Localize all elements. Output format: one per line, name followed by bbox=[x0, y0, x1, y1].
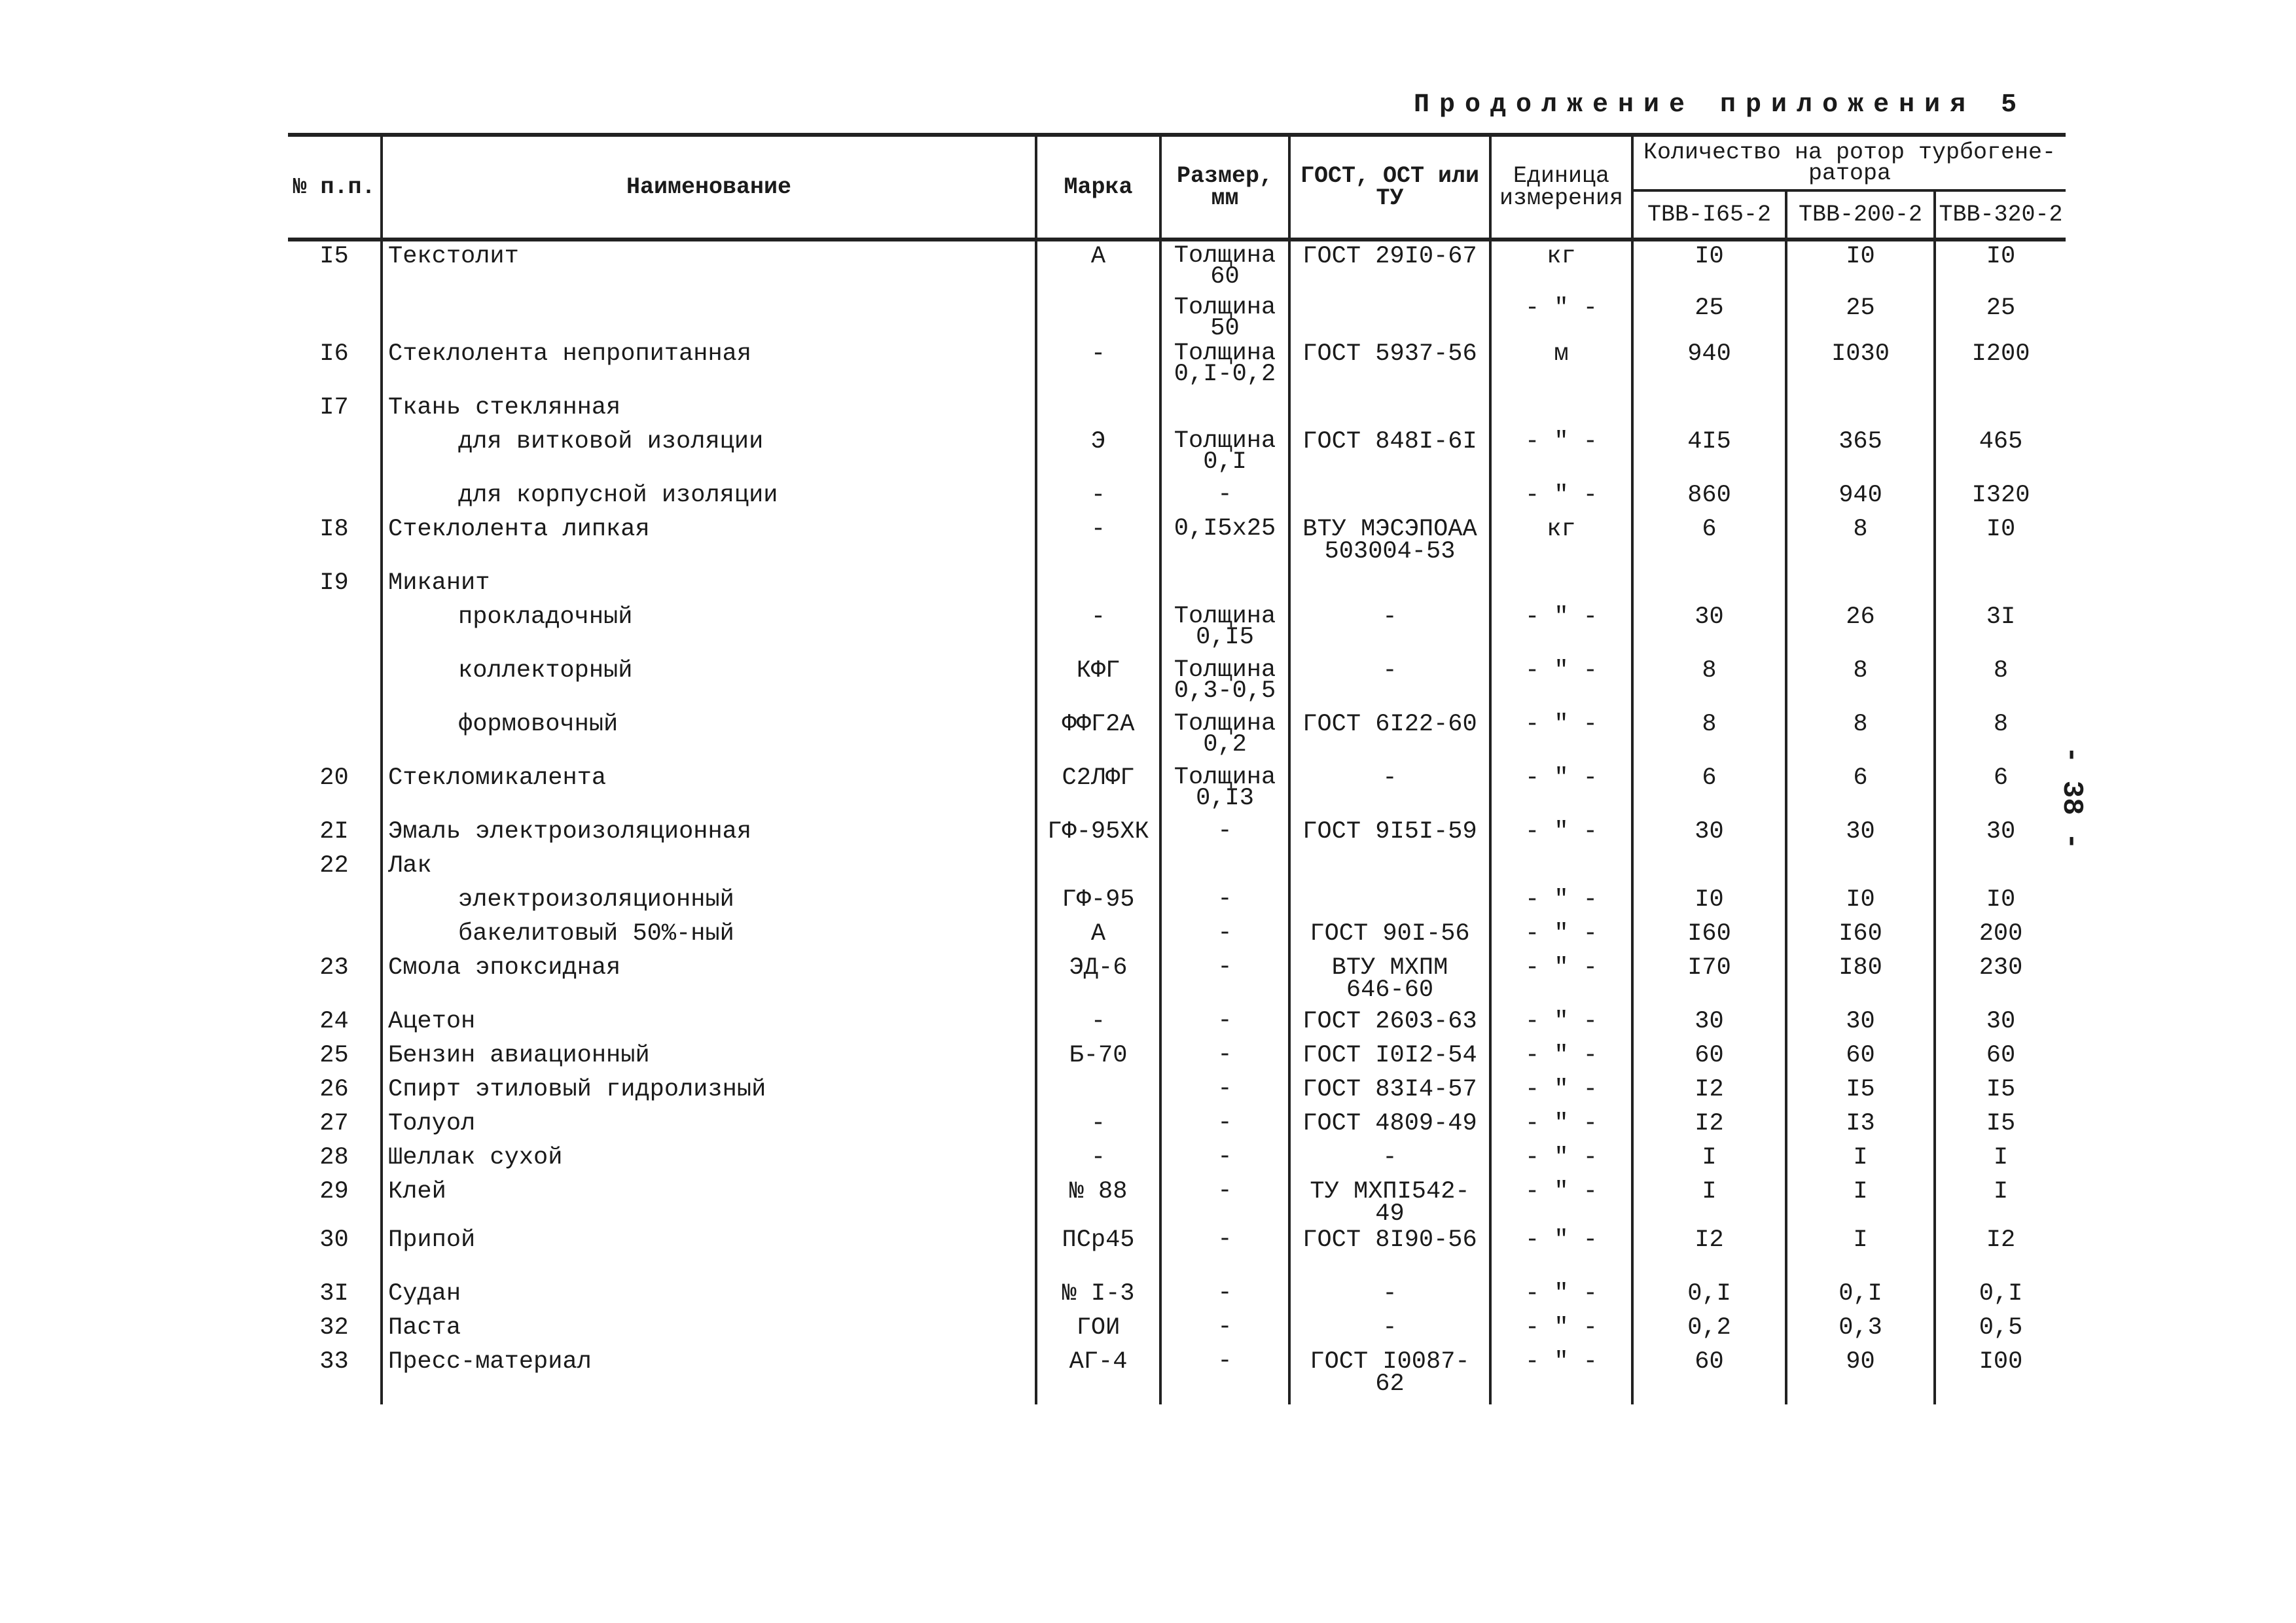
unit-cell: кг bbox=[1490, 514, 1632, 568]
gost-cell: ГОСТ 83I4-57 bbox=[1289, 1075, 1490, 1109]
unit-cell: - " - bbox=[1490, 1075, 1632, 1109]
material-mark: ЭД-6 bbox=[1036, 953, 1160, 1007]
gost-cell: ГОСТ 29I0-67 bbox=[1289, 240, 1490, 293]
material-name: электроизоляционный bbox=[382, 885, 1036, 919]
material-name: Миканит bbox=[382, 568, 1036, 602]
material-name: Припой bbox=[382, 1225, 1036, 1279]
material-name: Стеклолента липкая bbox=[382, 514, 1036, 568]
gost-cell: ГОСТ 8I90-56 bbox=[1289, 1225, 1490, 1279]
material-mark: - bbox=[1036, 1007, 1160, 1041]
unit-cell: - " - bbox=[1490, 293, 1632, 339]
table-row bbox=[288, 953, 2066, 1007]
size-cell: - bbox=[1160, 480, 1289, 514]
table-row bbox=[288, 514, 2066, 568]
table-row bbox=[288, 1007, 2066, 1041]
gost-cell: ГОСТ 6I22-60 bbox=[1289, 709, 1490, 763]
gost-cell: ВТУ МЭСЭПОАА 503004-53 bbox=[1289, 514, 1490, 568]
qty-tvv320: 0,I bbox=[1935, 1279, 2066, 1313]
size-cell: Толщина 0,I bbox=[1160, 427, 1289, 480]
qty-tvv320: 200 bbox=[1935, 919, 2066, 953]
size-cell: - bbox=[1160, 1313, 1289, 1347]
qty-tvv165 bbox=[1632, 568, 1786, 602]
material-mark: - bbox=[1036, 480, 1160, 514]
unit-cell bbox=[1490, 851, 1632, 885]
qty-tvv165: I2 bbox=[1632, 1075, 1786, 1109]
material-name: Паста bbox=[382, 1313, 1036, 1347]
qty-tvv200: I0 bbox=[1786, 240, 1935, 293]
col-header-name: Наименование bbox=[382, 135, 1036, 240]
qty-tvv200: I0 bbox=[1786, 885, 1935, 919]
row-num bbox=[288, 427, 382, 480]
qty-tvv165: 0,I bbox=[1632, 1279, 1786, 1313]
unit-cell: - " - bbox=[1490, 1279, 1632, 1313]
material-mark bbox=[1036, 293, 1160, 339]
material-mark: АГ-4 bbox=[1036, 1347, 1160, 1404]
size-cell: Толщина 60 bbox=[1160, 240, 1289, 293]
unit-cell: - " - bbox=[1490, 1143, 1632, 1177]
qty-tvv200 bbox=[1786, 568, 1935, 602]
table-row bbox=[288, 1041, 2066, 1075]
qty-tvv165: I0 bbox=[1632, 240, 1786, 293]
size-cell: - bbox=[1160, 1347, 1289, 1404]
row-num bbox=[288, 656, 382, 709]
unit-cell: - " - bbox=[1490, 427, 1632, 480]
gost-cell: ГОСТ 2603-63 bbox=[1289, 1007, 1490, 1041]
col-header-tvv200: ТВВ-200-2 bbox=[1786, 190, 1935, 240]
row-num: 28 bbox=[319, 1144, 349, 1171]
material-mark: ГОИ bbox=[1036, 1313, 1160, 1347]
qty-tvv165: 25 bbox=[1632, 293, 1786, 339]
qty-tvv200: 940 bbox=[1786, 480, 1935, 514]
material-name: Спирт этиловый гидролизный bbox=[382, 1075, 1036, 1109]
col-header-unit: Единица измерения bbox=[1490, 135, 1632, 240]
qty-tvv165: I2 bbox=[1632, 1109, 1786, 1143]
table-row bbox=[288, 427, 2066, 480]
unit-cell: - " - bbox=[1490, 763, 1632, 817]
unit-cell: - " - bbox=[1490, 817, 1632, 851]
unit-cell: кг bbox=[1490, 240, 1632, 293]
qty-tvv320: I00 bbox=[1935, 1347, 2066, 1404]
qty-tvv165: 6 bbox=[1632, 514, 1786, 568]
gost-cell bbox=[1289, 480, 1490, 514]
qty-tvv165: 8 bbox=[1632, 709, 1786, 763]
unit-cell: - " - bbox=[1490, 1041, 1632, 1075]
size-cell: - bbox=[1160, 1143, 1289, 1177]
row-num: 30 bbox=[319, 1226, 349, 1254]
qty-tvv320: I2 bbox=[1935, 1225, 2066, 1279]
material-mark: Э bbox=[1036, 427, 1160, 480]
size-cell: - bbox=[1160, 885, 1289, 919]
material-mark: КФГ bbox=[1036, 656, 1160, 709]
qty-tvv320: I0 bbox=[1935, 885, 2066, 919]
material-mark: ПСр45 bbox=[1036, 1225, 1160, 1279]
row-num: 26 bbox=[319, 1076, 349, 1103]
gost-cell: - bbox=[1289, 656, 1490, 709]
qty-tvv320: 3I bbox=[1935, 602, 2066, 656]
page-number: - 38 - bbox=[2055, 746, 2088, 850]
qty-tvv165: 860 bbox=[1632, 480, 1786, 514]
size-cell: Толщина 0,I5 bbox=[1160, 602, 1289, 656]
material-mark: № 88 bbox=[1036, 1177, 1160, 1225]
table-row bbox=[288, 817, 2066, 851]
qty-tvv320: I200 bbox=[1935, 339, 2066, 393]
material-name: Текстолит bbox=[382, 240, 1036, 293]
qty-tvv200: I80 bbox=[1786, 953, 1935, 1007]
row-num: 25 bbox=[319, 1042, 349, 1069]
table-row bbox=[288, 1109, 2066, 1143]
gost-cell: - bbox=[1289, 1279, 1490, 1313]
material-name: для витковой изоляции bbox=[382, 427, 1036, 480]
material-mark: - bbox=[1036, 339, 1160, 393]
qty-tvv200: I3 bbox=[1786, 1109, 1935, 1143]
size-cell: Толщина 0,I-0,2 bbox=[1160, 339, 1289, 393]
row-num: 3I bbox=[319, 1280, 349, 1308]
qty-tvv200: I bbox=[1786, 1143, 1935, 1177]
gost-cell: ТУ МХПI542-49 bbox=[1289, 1177, 1490, 1225]
qty-tvv320 bbox=[1935, 851, 2066, 885]
table-row bbox=[288, 919, 2066, 953]
qty-tvv320: I5 bbox=[1935, 1075, 2066, 1109]
unit-cell: - " - bbox=[1490, 1313, 1632, 1347]
table-row bbox=[288, 709, 2066, 763]
qty-tvv165: 30 bbox=[1632, 817, 1786, 851]
col-header-size: Размер, мм bbox=[1160, 135, 1289, 240]
material-mark bbox=[1036, 851, 1160, 885]
qty-tvv200: 26 bbox=[1786, 602, 1935, 656]
qty-tvv165: I bbox=[1632, 1177, 1786, 1225]
material-name: бакелитовый 50%-ный bbox=[382, 919, 1036, 953]
unit-cell: - " - bbox=[1490, 953, 1632, 1007]
unit-cell: - " - bbox=[1490, 885, 1632, 919]
material-name: Ацетон bbox=[382, 1007, 1036, 1041]
unit-cell bbox=[1490, 568, 1632, 602]
material-name: Судан bbox=[382, 1279, 1036, 1313]
gost-cell bbox=[1289, 885, 1490, 919]
table-row bbox=[288, 885, 2066, 919]
row-num: 27 bbox=[319, 1110, 349, 1137]
material-mark: - bbox=[1036, 514, 1160, 568]
gost-cell: ГОСТ I0I2-54 bbox=[1289, 1041, 1490, 1075]
size-cell: Толщина 0,I3 bbox=[1160, 763, 1289, 817]
gost-cell: ВТУ МХПМ 646-60 bbox=[1289, 953, 1490, 1007]
row-num: 32 bbox=[319, 1314, 349, 1342]
col-header-gost: ГОСТ, ОСТ или ТУ bbox=[1289, 135, 1490, 240]
qty-tvv320: 30 bbox=[1935, 817, 2066, 851]
unit-cell: - " - bbox=[1490, 1177, 1632, 1225]
qty-tvv200: 30 bbox=[1786, 1007, 1935, 1041]
qty-tvv200: I030 bbox=[1786, 339, 1935, 393]
material-name: Пресс-материал bbox=[382, 1347, 1036, 1404]
table-row bbox=[288, 1225, 2066, 1279]
material-mark: - bbox=[1036, 1143, 1160, 1177]
unit-cell bbox=[1490, 393, 1632, 427]
qty-tvv165: 0,2 bbox=[1632, 1313, 1786, 1347]
qty-tvv320: 6 bbox=[1935, 763, 2066, 817]
row-num: I6 bbox=[319, 340, 349, 368]
material-mark bbox=[1036, 393, 1160, 427]
gost-cell bbox=[1289, 851, 1490, 885]
unit-cell: - " - bbox=[1490, 1347, 1632, 1404]
size-cell: Толщина 0,3-0,5 bbox=[1160, 656, 1289, 709]
qty-tvv320: 230 bbox=[1935, 953, 2066, 1007]
material-name: формовочный bbox=[382, 709, 1036, 763]
size-cell: Толщина 0,2 bbox=[1160, 709, 1289, 763]
qty-tvv320: 8 bbox=[1935, 709, 2066, 763]
gost-cell bbox=[1289, 293, 1490, 339]
materials-table bbox=[288, 133, 2066, 1404]
material-name: для корпусной изоляции bbox=[382, 480, 1036, 514]
qty-tvv320: I5 bbox=[1935, 1109, 2066, 1143]
table-row bbox=[288, 480, 2066, 514]
qty-tvv320 bbox=[1935, 568, 2066, 602]
qty-tvv200: I60 bbox=[1786, 919, 1935, 953]
qty-tvv165: 30 bbox=[1632, 1007, 1786, 1041]
material-name: Шеллак сухой bbox=[382, 1143, 1036, 1177]
size-cell: - bbox=[1160, 919, 1289, 953]
row-num: 20 bbox=[319, 764, 349, 792]
size-cell: Толщина 50 bbox=[1160, 293, 1289, 339]
qty-tvv200: I bbox=[1786, 1225, 1935, 1279]
qty-tvv320: 25 bbox=[1935, 293, 2066, 339]
material-mark: ГФ-95 bbox=[1036, 885, 1160, 919]
qty-tvv320: I320 bbox=[1935, 480, 2066, 514]
qty-tvv200 bbox=[1786, 851, 1935, 885]
gost-cell: ГОСТ 5937-56 bbox=[1289, 339, 1490, 393]
qty-tvv200: 30 bbox=[1786, 817, 1935, 851]
qty-tvv200: 8 bbox=[1786, 514, 1935, 568]
table-body bbox=[288, 240, 2066, 1404]
qty-tvv200: 8 bbox=[1786, 656, 1935, 709]
size-cell: - bbox=[1160, 1225, 1289, 1279]
unit-cell: - " - bbox=[1490, 709, 1632, 763]
qty-tvv200: 60 bbox=[1786, 1041, 1935, 1075]
gost-cell: - bbox=[1289, 1143, 1490, 1177]
table-row bbox=[288, 1143, 2066, 1177]
material-mark bbox=[1036, 568, 1160, 602]
row-num bbox=[288, 709, 382, 763]
gost-cell: - bbox=[1289, 763, 1490, 817]
size-cell: 0,I5х25 bbox=[1160, 514, 1289, 568]
row-num: I5 bbox=[319, 243, 349, 270]
row-num: 29 bbox=[319, 1178, 349, 1205]
size-cell: - bbox=[1160, 1041, 1289, 1075]
gost-cell: - bbox=[1289, 602, 1490, 656]
table-row bbox=[288, 1177, 2066, 1225]
table-row bbox=[288, 1075, 2066, 1109]
col-header-quantity: Количество на ротор турбогене-ратора bbox=[1632, 135, 2066, 190]
qty-tvv165: I2 bbox=[1632, 1225, 1786, 1279]
unit-cell: - " - bbox=[1490, 656, 1632, 709]
qty-tvv320: I bbox=[1935, 1177, 2066, 1225]
material-name: Лак bbox=[382, 851, 1036, 885]
gost-cell: ГОСТ 4809-49 bbox=[1289, 1109, 1490, 1143]
size-cell: - bbox=[1160, 1279, 1289, 1313]
material-name: Толуол bbox=[382, 1109, 1036, 1143]
row-num: I8 bbox=[319, 516, 349, 543]
qty-tvv165: 8 bbox=[1632, 656, 1786, 709]
gost-cell bbox=[1289, 568, 1490, 602]
qty-tvv320: 60 bbox=[1935, 1041, 2066, 1075]
qty-tvv200: 25 bbox=[1786, 293, 1935, 339]
unit-cell: - " - bbox=[1490, 602, 1632, 656]
qty-tvv320: I0 bbox=[1935, 514, 2066, 568]
table-row bbox=[288, 763, 2066, 817]
material-mark bbox=[1036, 1075, 1160, 1109]
qty-tvv200: 6 bbox=[1786, 763, 1935, 817]
qty-tvv200: 0,3 bbox=[1786, 1313, 1935, 1347]
col-header-tvv165: ТВВ-I65-2 bbox=[1632, 190, 1786, 240]
qty-tvv165: 30 bbox=[1632, 602, 1786, 656]
size-cell: - bbox=[1160, 1177, 1289, 1225]
qty-tvv320: 8 bbox=[1935, 656, 2066, 709]
qty-tvv165: I60 bbox=[1632, 919, 1786, 953]
qty-tvv165 bbox=[1632, 393, 1786, 427]
table-row bbox=[288, 851, 2066, 885]
gost-cell: ГОСТ 9I5I-59 bbox=[1289, 817, 1490, 851]
material-mark: С2ЛФГ bbox=[1036, 763, 1160, 817]
unit-cell: - " - bbox=[1490, 919, 1632, 953]
table-row bbox=[288, 1313, 2066, 1347]
row-num: 24 bbox=[319, 1008, 349, 1035]
gost-cell: ГОСТ 90I-56 bbox=[1289, 919, 1490, 953]
unit-cell: - " - bbox=[1490, 1225, 1632, 1279]
table-row bbox=[288, 293, 2066, 339]
table-row bbox=[288, 602, 2066, 656]
table-row bbox=[288, 339, 2066, 393]
qty-tvv320: 465 bbox=[1935, 427, 2066, 480]
material-name: Смола эпоксидная bbox=[382, 953, 1036, 1007]
qty-tvv320: I bbox=[1935, 1143, 2066, 1177]
qty-tvv320: 0,5 bbox=[1935, 1313, 2066, 1347]
row-num: 23 bbox=[319, 954, 349, 982]
unit-cell: - " - bbox=[1490, 1007, 1632, 1041]
material-mark: - bbox=[1036, 602, 1160, 656]
material-name bbox=[382, 293, 1036, 339]
qty-tvv165: 6 bbox=[1632, 763, 1786, 817]
material-name: прокладочный bbox=[382, 602, 1036, 656]
row-num bbox=[288, 480, 382, 514]
row-num: 22 bbox=[319, 852, 349, 880]
size-cell: - bbox=[1160, 1109, 1289, 1143]
col-header-num: № п.п. bbox=[293, 174, 376, 200]
table-row bbox=[288, 656, 2066, 709]
table-header bbox=[288, 135, 2066, 240]
qty-tvv200: I5 bbox=[1786, 1075, 1935, 1109]
row-num bbox=[288, 293, 382, 339]
unit-cell: - " - bbox=[1490, 1109, 1632, 1143]
table-row bbox=[288, 393, 2066, 427]
size-cell: - bbox=[1160, 953, 1289, 1007]
row-num: I7 bbox=[319, 394, 349, 421]
qty-tvv200: I bbox=[1786, 1177, 1935, 1225]
size-cell: - bbox=[1160, 1007, 1289, 1041]
material-name: коллекторный bbox=[382, 656, 1036, 709]
size-cell bbox=[1160, 393, 1289, 427]
qty-tvv165: 60 bbox=[1632, 1347, 1786, 1404]
qty-tvv165: 4I5 bbox=[1632, 427, 1786, 480]
size-cell bbox=[1160, 568, 1289, 602]
qty-tvv165: 60 bbox=[1632, 1041, 1786, 1075]
continuation-heading: Продолжение приложения 5 bbox=[1414, 90, 2027, 120]
material-mark: - bbox=[1036, 1109, 1160, 1143]
material-name: Стеклолента непропитанная bbox=[382, 339, 1036, 393]
size-cell: - bbox=[1160, 1075, 1289, 1109]
gost-cell bbox=[1289, 393, 1490, 427]
size-cell: - bbox=[1160, 817, 1289, 851]
qty-tvv165: I70 bbox=[1632, 953, 1786, 1007]
material-mark: А bbox=[1036, 919, 1160, 953]
unit-cell: - " - bbox=[1490, 480, 1632, 514]
unit-cell: м bbox=[1490, 339, 1632, 393]
table-row bbox=[288, 568, 2066, 602]
row-num bbox=[288, 885, 382, 919]
row-num: 33 bbox=[319, 1348, 349, 1376]
material-mark: Б-70 bbox=[1036, 1041, 1160, 1075]
col-header-mark: Марка bbox=[1036, 135, 1160, 240]
qty-tvv200: 90 bbox=[1786, 1347, 1935, 1404]
gost-cell: ГОСТ 848I-6I bbox=[1289, 427, 1490, 480]
material-mark: № I-3 bbox=[1036, 1279, 1160, 1313]
qty-tvv320 bbox=[1935, 393, 2066, 427]
qty-tvv320: I0 bbox=[1935, 240, 2066, 293]
qty-tvv200: 0,I bbox=[1786, 1279, 1935, 1313]
qty-tvv165 bbox=[1632, 851, 1786, 885]
material-name: Эмаль электроизоляционная bbox=[382, 817, 1036, 851]
qty-tvv165: 940 bbox=[1632, 339, 1786, 393]
material-mark: ГФ-95ХК bbox=[1036, 817, 1160, 851]
qty-tvv165: I0 bbox=[1632, 885, 1786, 919]
gost-cell: ГОСТ I0087-62 bbox=[1289, 1347, 1490, 1404]
row-num: I9 bbox=[319, 569, 349, 597]
qty-tvv200: 365 bbox=[1786, 427, 1935, 480]
col-header-tvv320: ТВВ-320-2 bbox=[1935, 190, 2066, 240]
qty-tvv200: 8 bbox=[1786, 709, 1935, 763]
qty-tvv165: I bbox=[1632, 1143, 1786, 1177]
qty-tvv200 bbox=[1786, 393, 1935, 427]
row-num: 2I bbox=[319, 818, 349, 846]
table-row bbox=[288, 1347, 2066, 1404]
material-name: Клей bbox=[382, 1177, 1036, 1225]
material-mark: А bbox=[1036, 240, 1160, 293]
material-name: Ткань стеклянная bbox=[382, 393, 1036, 427]
material-name: Стекломикалента bbox=[382, 763, 1036, 817]
row-num bbox=[288, 602, 382, 656]
row-num bbox=[288, 919, 382, 953]
size-cell bbox=[1160, 851, 1289, 885]
table-row bbox=[288, 1279, 2066, 1313]
table-row bbox=[288, 240, 2066, 293]
qty-tvv320: 30 bbox=[1935, 1007, 2066, 1041]
gost-cell: - bbox=[1289, 1313, 1490, 1347]
material-mark: ФФГ2А bbox=[1036, 709, 1160, 763]
material-name: Бензин авиационный bbox=[382, 1041, 1036, 1075]
